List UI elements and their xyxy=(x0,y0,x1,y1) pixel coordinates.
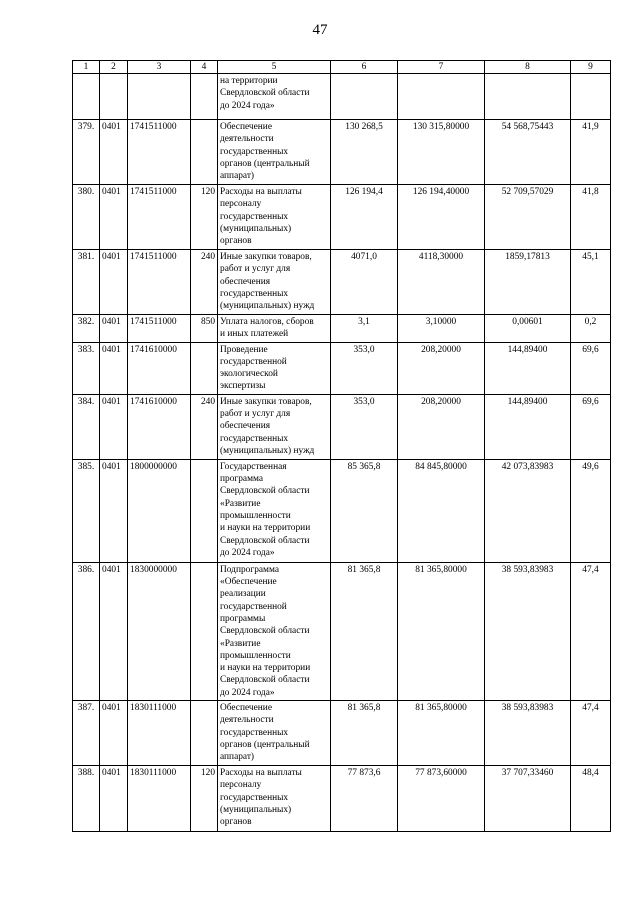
execution-percent: 47,4 xyxy=(571,562,611,700)
section-code: 0401 xyxy=(100,394,128,459)
section-code: 0401 xyxy=(100,342,128,394)
column-header: 6 xyxy=(331,61,398,74)
planned-amount: 353,0 xyxy=(331,342,398,394)
planned-amount: 81 365,8 xyxy=(331,701,398,766)
table-row xyxy=(73,250,611,315)
table-row xyxy=(73,459,611,562)
planned-amount: 126 194,4 xyxy=(331,185,398,250)
column-header: 5 xyxy=(218,61,331,74)
executed-amount: 42 073,83983 xyxy=(485,459,571,562)
section-code: 0401 xyxy=(100,315,128,343)
row-number xyxy=(73,74,100,120)
execution-percent: 69,6 xyxy=(571,342,611,394)
row-number: 379. xyxy=(73,120,100,185)
executed-amount: 38 593,83983 xyxy=(485,701,571,766)
row-number: 384. xyxy=(73,394,100,459)
section-code: 0401 xyxy=(100,562,128,700)
refined-amount: 126 194,40000 xyxy=(398,185,485,250)
refined-amount xyxy=(398,74,485,120)
refined-amount: 81 365,80000 xyxy=(398,701,485,766)
executed-amount: 144,89400 xyxy=(485,342,571,394)
item-name: Государственная программа Свердловской области «Развитие промышленности и науки на территории Свердловской области до 2024 года» xyxy=(218,459,331,562)
refined-amount: 208,20000 xyxy=(398,394,485,459)
refined-amount: 77 873,60000 xyxy=(398,766,485,832)
expense-type-code: 120 xyxy=(191,185,218,250)
table-row xyxy=(73,701,611,766)
row-number: 388. xyxy=(73,766,100,832)
target-article-code xyxy=(128,74,191,120)
planned-amount: 4071,0 xyxy=(331,250,398,315)
expense-type-code: 850 xyxy=(191,315,218,343)
section-code: 0401 xyxy=(100,701,128,766)
execution-percent: 0,2 xyxy=(571,315,611,343)
executed-amount: 54 568,75443 xyxy=(485,120,571,185)
section-code: 0401 xyxy=(100,185,128,250)
planned-amount: 77 873,6 xyxy=(331,766,398,832)
execution-percent: 48,4 xyxy=(571,766,611,832)
expense-type-code: 240 xyxy=(191,250,218,315)
planned-amount: 130 268,5 xyxy=(331,120,398,185)
item-name: Иные закупки товаров, работ и услуг для обеспечения государственных (муниципальных) нужд xyxy=(218,250,331,315)
expense-type-code: 120 xyxy=(191,766,218,832)
execution-percent: 49,6 xyxy=(571,459,611,562)
continuation-row xyxy=(73,74,611,120)
refined-amount: 4118,30000 xyxy=(398,250,485,315)
executed-amount: 38 593,83983 xyxy=(485,562,571,700)
executed-amount: 37 707,33460 xyxy=(485,766,571,832)
planned-amount: 85 365,8 xyxy=(331,459,398,562)
row-number: 382. xyxy=(73,315,100,343)
expense-type-code xyxy=(191,562,218,700)
target-article-code: 1830111000 xyxy=(128,766,191,832)
item-name: Обеспечение деятельности государственных органов (центральный аппарат) xyxy=(218,701,331,766)
refined-amount: 3,10000 xyxy=(398,315,485,343)
column-header: 8 xyxy=(485,61,571,74)
row-number: 383. xyxy=(73,342,100,394)
table-row xyxy=(73,562,611,700)
executed-amount: 0,00601 xyxy=(485,315,571,343)
item-name: Проведение государственной экологической экспертизы xyxy=(218,342,331,394)
executed-amount: 144,89400 xyxy=(485,394,571,459)
target-article-code: 1800000000 xyxy=(128,459,191,562)
page-number: 47 xyxy=(312,22,328,38)
row-number: 385. xyxy=(73,459,100,562)
section-code: 0401 xyxy=(100,459,128,562)
item-name: Обеспечение деятельности государственных органов (центральный аппарат) xyxy=(218,120,331,185)
planned-amount: 3,1 xyxy=(331,315,398,343)
row-number: 386. xyxy=(73,562,100,700)
execution-percent xyxy=(571,74,611,120)
refined-amount: 208,20000 xyxy=(398,342,485,394)
item-name: Расходы на выплаты персоналу государственных (муниципальных) органов xyxy=(218,185,331,250)
table-row xyxy=(73,394,611,459)
executed-amount: 1859,17813 xyxy=(485,250,571,315)
table-row xyxy=(73,315,611,343)
item-name: Расходы на выплаты персоналу государственных (муниципальных) органов xyxy=(218,766,331,832)
item-name: Уплата налогов, сборов и иных платежей xyxy=(218,315,331,343)
planned-amount: 81 365,8 xyxy=(331,562,398,700)
target-article-code: 1830000000 xyxy=(128,562,191,700)
column-header: 7 xyxy=(398,61,485,74)
column-header: 4 xyxy=(191,61,218,74)
execution-percent: 41,8 xyxy=(571,185,611,250)
item-name: Иные закупки товаров, работ и услуг для обеспечения государственных (муниципальных) нужд xyxy=(218,394,331,459)
section-code xyxy=(100,74,128,120)
execution-percent: 41,9 xyxy=(571,120,611,185)
table-row xyxy=(73,120,611,185)
planned-amount xyxy=(331,74,398,120)
target-article-code: 1741511000 xyxy=(128,315,191,343)
section-code: 0401 xyxy=(100,120,128,185)
expense-type-code: 240 xyxy=(191,394,218,459)
target-article-code: 1741511000 xyxy=(128,250,191,315)
budget-table xyxy=(72,60,611,832)
column-header: 1 xyxy=(73,61,100,74)
target-article-code: 1741610000 xyxy=(128,342,191,394)
planned-amount: 353,0 xyxy=(331,394,398,459)
execution-percent: 45,1 xyxy=(571,250,611,315)
column-header: 9 xyxy=(571,61,611,74)
table-row xyxy=(73,342,611,394)
column-header: 3 xyxy=(128,61,191,74)
expense-type-code xyxy=(191,459,218,562)
table-row xyxy=(73,766,611,832)
expense-type-code xyxy=(191,74,218,120)
executed-amount: 52 709,57029 xyxy=(485,185,571,250)
row-number: 381. xyxy=(73,250,100,315)
section-code: 0401 xyxy=(100,766,128,832)
row-number: 380. xyxy=(73,185,100,250)
section-code: 0401 xyxy=(100,250,128,315)
execution-percent: 47,4 xyxy=(571,701,611,766)
refined-amount: 130 315,80000 xyxy=(398,120,485,185)
refined-amount: 81 365,80000 xyxy=(398,562,485,700)
table-row xyxy=(73,185,611,250)
execution-percent: 69,6 xyxy=(571,394,611,459)
expense-type-code xyxy=(191,120,218,185)
header-row xyxy=(73,61,611,74)
expense-type-code xyxy=(191,342,218,394)
row-number: 387. xyxy=(73,701,100,766)
item-name: на территории Свердловской области до 2024 года» xyxy=(218,74,331,120)
target-article-code: 1741511000 xyxy=(128,120,191,185)
item-name: Подпрограмма «Обеспечение реализации государственной программы Свердловской области «Развитие промышленности и науки на территории Свердловской области до 2024 года» xyxy=(218,562,331,700)
target-article-code: 1830111000 xyxy=(128,701,191,766)
expense-type-code xyxy=(191,701,218,766)
target-article-code: 1741511000 xyxy=(128,185,191,250)
column-header: 2 xyxy=(100,61,128,74)
refined-amount: 84 845,80000 xyxy=(398,459,485,562)
executed-amount xyxy=(485,74,571,120)
target-article-code: 1741610000 xyxy=(128,394,191,459)
